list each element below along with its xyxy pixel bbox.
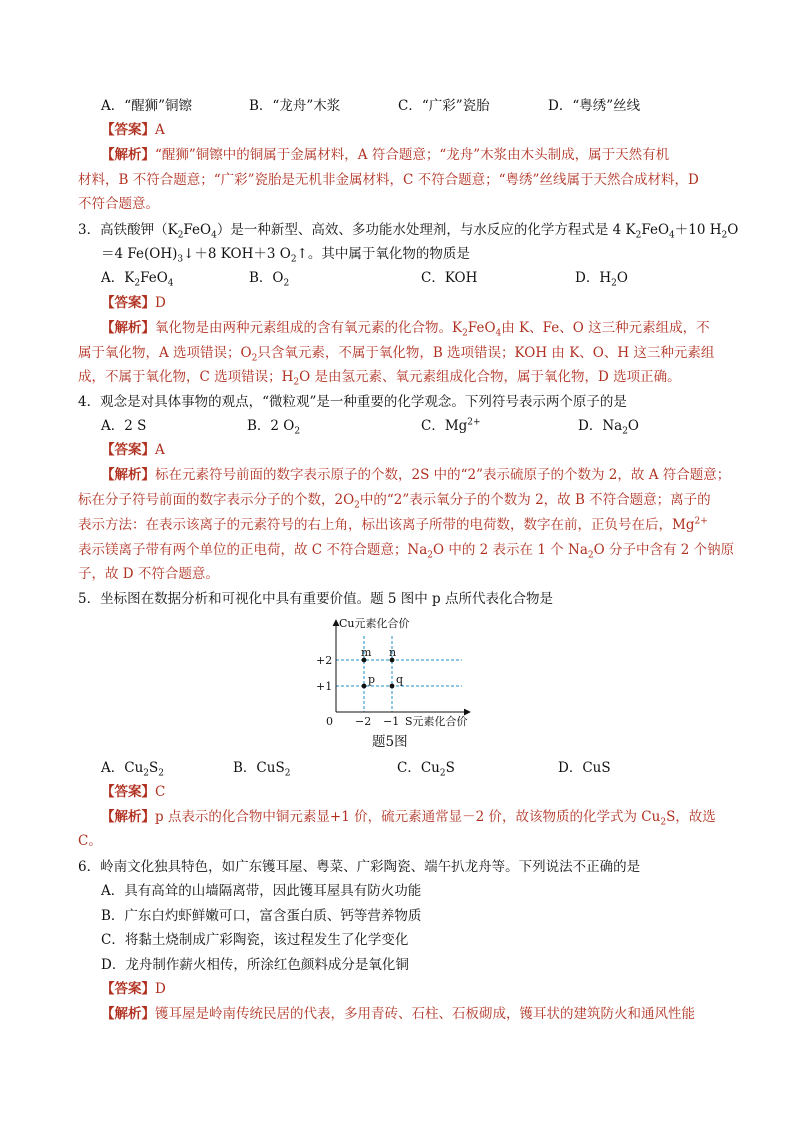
- q2-analysis-line-2: 材料，B 不符合题意；“广彩”瓷胎是无机非金属材料，C 不符合题意；“粤绣”丝线属于天然合成材料，D: [78, 172, 699, 188]
- analysis-text: “醒狮”铜镲中的铜属于金属材料，A 符合题意；“龙舟”木浆由木头制成，属于天然有机: [155, 147, 670, 163]
- valence-chart: [312, 614, 472, 740]
- answer-tag: 【答案】: [101, 981, 155, 997]
- analysis-tag: 【解析】: [101, 809, 155, 825]
- q4-stem: 4．观念是对具体事物的观点，“微粒观”是一种重要的化学观念。下列符号表示两个原子的是: [78, 394, 627, 410]
- q4-option-b: B．2 $O_2$: [247, 418, 301, 437]
- data-point-p: [362, 684, 367, 689]
- q5-option-c: C．$Cu_2S$: [397, 760, 455, 779]
- x-tick-label: −1: [383, 715, 400, 728]
- q6-option-a: A．具有高耸的山墙隔离带，因此镬耳屋具有防火功能: [101, 883, 422, 899]
- q4-analysis-line-3: 表示方法：在表示该离子的元素符号的右上角，标出该离子所带的电荷数，数字在前，正负号在后，$Mg^{2+}$: [78, 516, 708, 533]
- q2-option-a: A．“醒狮”铜镲: [101, 98, 193, 114]
- answer-value: D: [155, 295, 166, 311]
- answer-tag: 【答案】: [101, 295, 155, 311]
- x-axis-label: S元素化合价: [405, 715, 468, 728]
- q2-option-b: B．“龙舟”木浆: [249, 98, 341, 114]
- q6-analysis-line-1: 【解析】镬耳屋是岭南传统民居的代表，多用青砖、石柱、石板砌成，镬耳状的建筑防火和通风性能: [101, 1006, 695, 1022]
- q5-analysis-line-2: C。: [78, 833, 102, 849]
- q5-stem: 5．坐标图在数据分析和可视化中具有重要价值。题 5 图中 p 点所代表化合物是: [78, 591, 553, 607]
- q3-analysis-line-2: 属于氧化物，A 选项错误；$O_2$只含氧元素，不属于氧化物，B 选项错误；KOH 由 K、O、H 这三种元素组: [78, 345, 715, 364]
- q4-option-d: D．$Na_2O$: [578, 418, 639, 437]
- q6-option-c: C．将黏土烧制成广彩陶瓷，该过程发生了化学变化: [101, 932, 409, 948]
- q2-option-c: C．“广彩”瓷胎: [398, 98, 490, 114]
- y-tick-label: +2: [316, 654, 333, 667]
- point-label-n: n: [389, 646, 397, 659]
- q4-answer: [101, 440, 165, 460]
- q5-option-b: B．CuS$_2$: [233, 760, 291, 779]
- point-label-p: p: [368, 673, 376, 686]
- q5-answer: [101, 782, 165, 802]
- analysis-tag: 【解析】: [101, 147, 155, 163]
- q2-analysis-line-3: 不符合题意。: [78, 196, 159, 212]
- q3-stem-line-1: 3．高铁酸钾$(K_2FeO_4)$是一种新型、高效、多功能水处理剂，与水反应的化学方程式是 4 $K_2FeO_4+10$ $H_2O$: [78, 222, 739, 241]
- q3-analysis-line-3: 成，不属于氧化物，C 选项错误；$H_2O$ 是由氢元素、氧元素组成化合物，属于氧化物，D 选项正确。: [78, 369, 681, 388]
- analysis-tag: 【解析】: [101, 320, 155, 336]
- analysis-tag: 【解析】: [101, 1006, 155, 1022]
- q6-option-b: B．广东白灼虾鲜嫩可口，富含蛋白质、钙等营养物质: [101, 908, 422, 924]
- q3-stem-line-2: ＝4 $Fe(OH)_3↓+8$ KOH＋3 $O_2↑$。其中属于氧化物的物质是: [101, 246, 470, 265]
- q5-analysis-line-1: 【解析】p 点表示的化合物中铜元素显+1 价，硫元素通常显－2 价，故该物质的化学式为 $Cu_2S$，故选: [101, 809, 716, 828]
- q6-option-d: D．龙舟制作薪火相传，所涂红色颜料成分是氧化铜: [101, 957, 409, 973]
- q3-analysis-line-1: 【解析】氧化物是由两种元素组成的含有氧元素的化合物。$K_2FeO_4$由 K、Fe、O 这三种元素组成，不: [101, 320, 710, 339]
- q4-analysis-line-2: 标在分子符号前面的数字表示分子的个数，$2O_2$中的“2”表示氧分子的个数为 2，故 B 不符合题意；离子的: [78, 492, 711, 511]
- q3-option-a: A．$K_2FeO_4$: [101, 270, 174, 289]
- answer-value: A: [155, 442, 165, 458]
- q3-option-c: C．KOH: [421, 270, 478, 286]
- data-point-q: [390, 684, 395, 689]
- q4-analysis-line-1: 【解析】标在元素符号前面的数字表示原子的个数，2S 中的“2”表示硫原子的个数为 2，故 A 符合题意；: [101, 467, 731, 483]
- q4-analysis-line-4: 表示镁离子带有两个单位的正电荷，故 C 不符合题意；$Na_2O$ 中的 2 表示在 1 个 $Na_2O$ 分子中含有 2 个钠原: [78, 542, 735, 561]
- q2-analysis-line-1: [101, 145, 669, 165]
- x-tick-label: −2: [355, 715, 372, 728]
- q3-option-b: B．$O_2$: [249, 270, 290, 289]
- q3-option-d: D．$H_2O$: [575, 270, 628, 289]
- point-label-m: m: [361, 646, 372, 659]
- point-label-q: q: [396, 673, 404, 686]
- q5-option-d: D．CuS: [558, 760, 611, 776]
- q6-answer: [101, 979, 166, 999]
- q4-option-a: A．2 S: [101, 418, 147, 434]
- answer-tag: 【答案】: [101, 122, 155, 138]
- answer-value: C: [155, 784, 166, 800]
- origin-label: 0: [326, 715, 333, 728]
- analysis-tag: 【解析】: [101, 467, 155, 483]
- q5-option-a: A．$Cu_2S_2$: [101, 760, 164, 779]
- y-axis-label: Cu元素化合价: [339, 617, 410, 630]
- q2-answer: [101, 120, 165, 140]
- figure-caption: 题5图: [372, 734, 408, 750]
- answer-tag: 【答案】: [101, 784, 155, 800]
- answer-value: A: [155, 122, 165, 138]
- answer-value: D: [155, 981, 166, 997]
- y-tick-label: +1: [316, 680, 333, 693]
- q4-option-c: C．$Mg^{2+}$: [421, 417, 481, 434]
- q4-analysis-line-5: 子，故 D 不符合题意。: [78, 566, 219, 582]
- q3-answer: [101, 293, 166, 313]
- q6-stem: 6．岭南文化独具特色，如广东镬耳屋、粤菜、广彩陶瓷、端午扒龙舟等。下列说法不正确的是: [78, 859, 641, 875]
- answer-tag: 【答案】: [101, 442, 155, 458]
- q2-option-d: D．“粤绣”丝线: [548, 98, 641, 114]
